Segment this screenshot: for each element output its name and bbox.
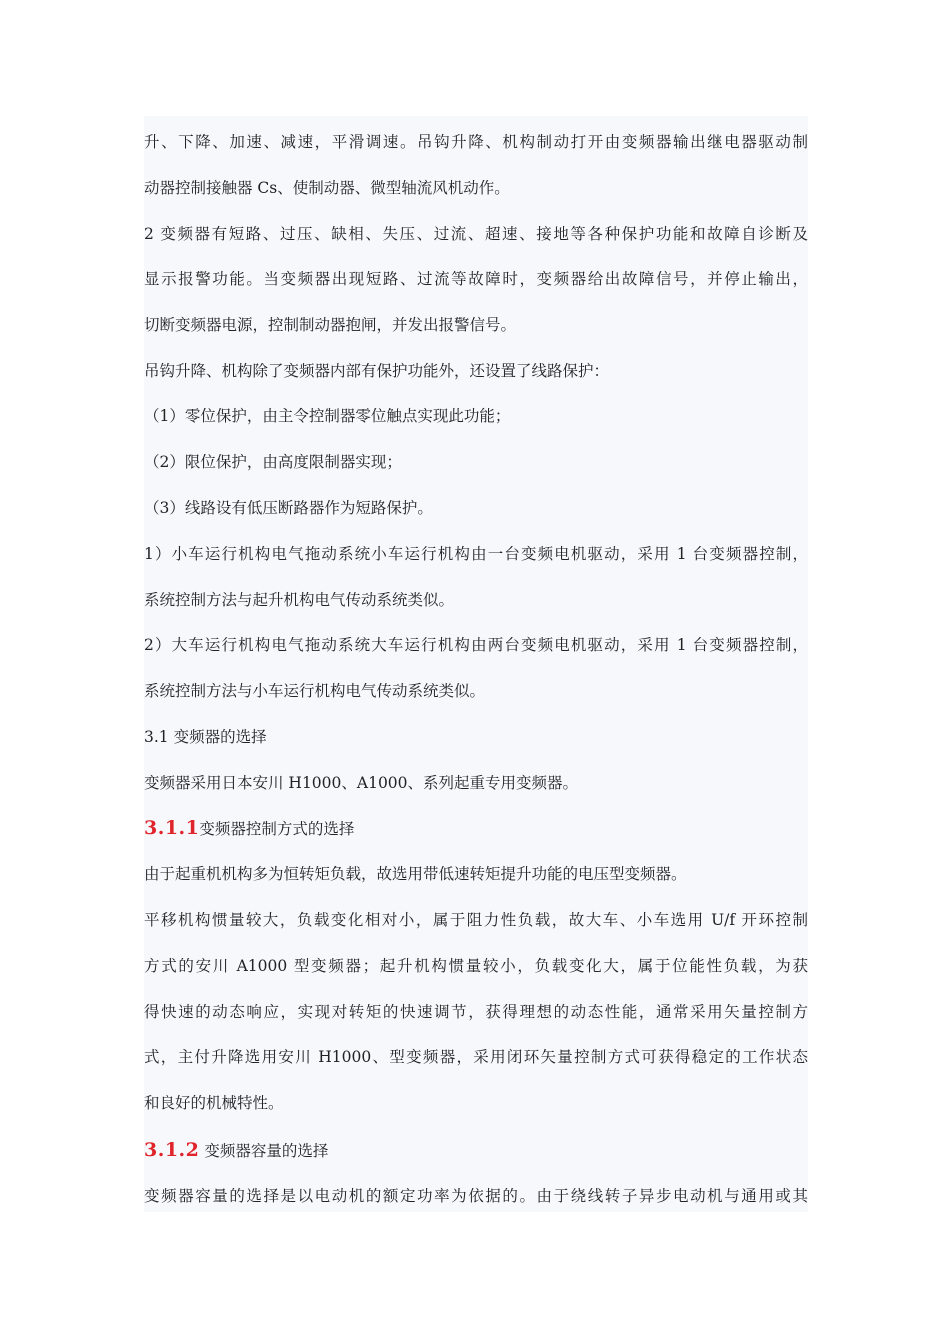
paragraph-line: 系统控制方法与小车运行机构电气传动系统类似。 [144,682,486,700]
heading-text: 变频器容量的选择 [204,1142,329,1160]
paragraph-line: 式，主付升降选用安川 H1000、型变频器，采用闭环矢量控制方式可获得稳定的工作状态 [144,1048,808,1066]
paragraph-line: 由于起重机机构多为恒转矩负载，故选用带低速转矩提升功能的电压型变频器。 [144,865,687,883]
paragraph-line: 2）大车运行机构电气拖动系统大车运行机构由两台变频电机驱动，采用 1 台变频器控制， [144,636,808,654]
heading-number: 3.1.1 [144,817,200,839]
list-item: （2）限位保护，由高度限制器实现； [144,453,402,471]
paragraph-line: 动器控制接触器 Cs、使制动器、微型轴流风机动作。 [144,179,510,197]
section-title: 3.1 变频器的选择 [144,728,267,746]
paragraph-line: 升、下降、加速、减速，平滑调速。吊钩升降、机构制动打开由变频器输出继电器驱动制 [144,133,808,151]
heading-number: 3.1.2 [144,1139,200,1161]
list-item: （3）线路设有低压断路器作为短路保护。 [144,499,433,517]
paragraph-line: 切断变频器电源，控制制动器抱闸，并发出报警信号。 [144,316,517,334]
paragraph-line: 显示报警功能。当变频器出现短路、过流等故障时，变频器给出故障信号，并停止输出， [144,270,808,288]
paragraph-line: 得快速的动态响应，实现对转矩的快速调节，获得理想的动态性能，通常采用矢量控制方 [144,1003,808,1021]
paragraph-line: 变频器容量的选择是以电动机的额定功率为依据的。由于绕线转子异步电动机与通用或其 [144,1187,808,1205]
paragraph-line: 平移机构惯量较大，负载变化相对小，属于阻力性负载，故大车、小车选用 U/f 开环控制 [144,911,808,929]
document-body [144,116,808,1212]
paragraph-line: 变频器采用日本安川 H1000、A1000、系列起重专用变频器。 [144,774,579,792]
list-item: （1）零位保护，由主令控制器零位触点实现此功能； [144,407,511,425]
paragraph-line: 和良好的机械特性。 [144,1094,284,1112]
paragraph-line: 系统控制方法与起升机构电气传动系统类似。 [144,591,455,609]
section-heading-3-1-1 [144,816,808,841]
paragraph-line: 方式的安川 A1000 型变频器；起升机构惯量较小，负载变化大，属于位能性负载，为获 [144,957,808,975]
section-heading-3-1-2 [144,1138,808,1163]
paragraph-line: 吊钩升降、机构除了变频器内部有保护功能外，还设置了线路保护： [144,362,610,380]
paragraph-line: 2 变频器有短路、过压、缺相、失压、过流、超速、接地等各种保护功能和故障自诊断及 [144,225,808,243]
heading-text: 变频器控制方式的选择 [199,820,355,838]
paragraph-line: 1）小车运行机构电气拖动系统小车运行机构由一台变频电机驱动，采用 1 台变频器控制， [144,545,808,563]
